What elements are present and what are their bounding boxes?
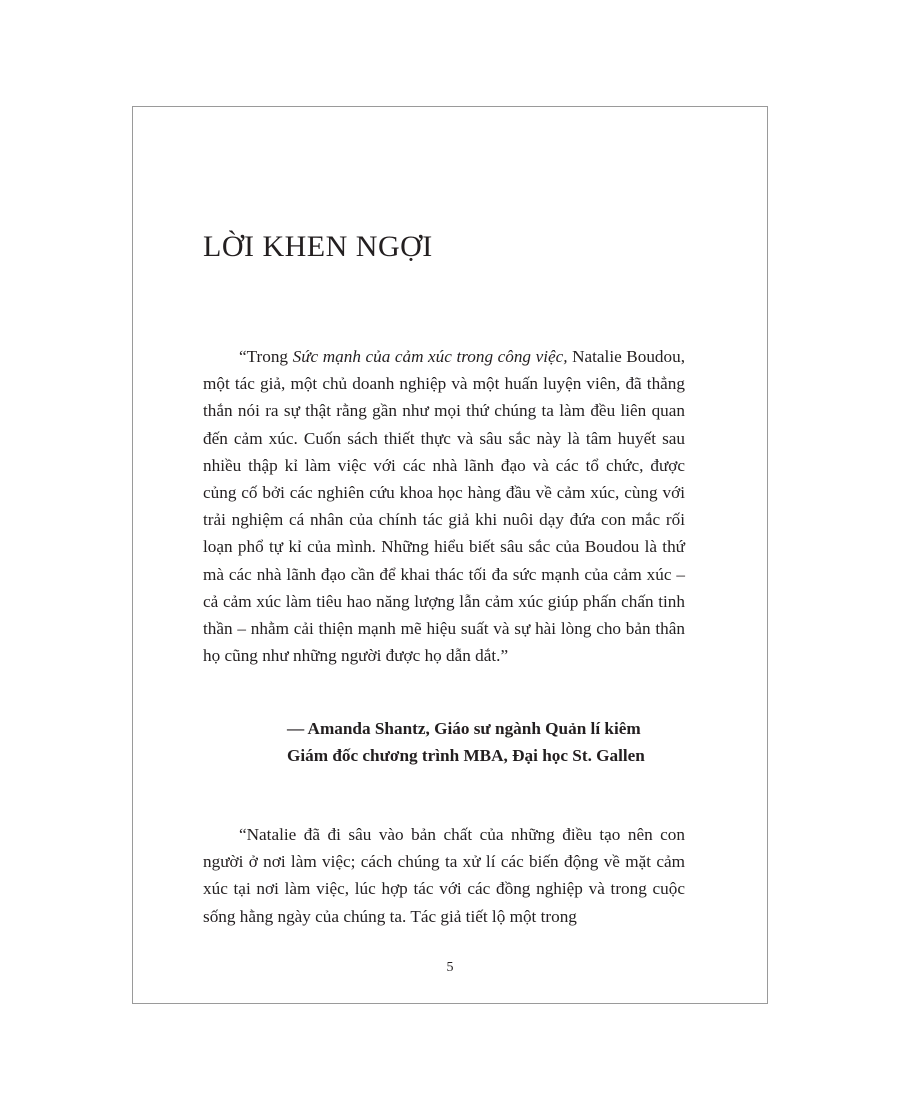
page-title: LỜI KHEN NGỢI xyxy=(203,230,433,263)
book-page xyxy=(132,106,768,1004)
quote-1-attribution xyxy=(287,715,667,769)
quote-1-opening: “Trong xyxy=(239,347,293,366)
attribution-line-1: — Amanda Shantz, Giáo sư ngành Quản lí kiêm xyxy=(287,719,641,738)
book-title: Sức mạnh của cảm xúc trong công việc, xyxy=(292,347,568,366)
attribution-line-2: Giám đốc chương trình MBA, Đại học St. Gallen xyxy=(287,746,645,766)
testimonial-quote-2: “Natalie đã đi sâu vào bản chất của những điều tạo nên con người ở nơi làm việc; cách chúng ta xử lí các biến động về mặt cảm xúc tại nơi làm việc, lúc hợp tác với các đồng nghiệp và trong cuộc sống hằng ngày của chúng ta. Tác giả tiết lộ một trong xyxy=(203,825,685,926)
testimonial-quote-1 xyxy=(203,343,685,669)
quote-1-body: Natalie Boudou, một tác giả, một chủ doanh nghiệp và một huấn luyện viên, đã thẳng thắn nói ra sự thật rằng gần như mọi thứ chúng ta làm đều liên quan đến cảm xúc. Cuốn sách thiết thực và sâu sắc này là tâm huyết sau nhiều thập kỉ làm việc với các nhà lãnh đạo và các tổ chức, được củng cố bởi các nghiên cứu khoa học hàng đầu về cảm xúc, cùng với trải nghiệm cá nhân của chính tác giả khi nuôi dạy đứa con mắc rối loạn phổ tự kỉ của mình. Những hiểu biết sâu sắc của Boudou là thứ mà các nhà lãnh đạo cần để khai thác tối đa sức mạnh của cảm xúc – cả cảm xúc làm tiêu hao năng lượng lẫn cảm xúc giúp phấn chấn tinh thần – nhằm cải thiện mạnh mẽ hiệu suất và sự hài lòng cho bản thân họ cũng như những người được họ dẫn dắt.” xyxy=(203,347,686,666)
page-number: 5 xyxy=(446,960,454,975)
